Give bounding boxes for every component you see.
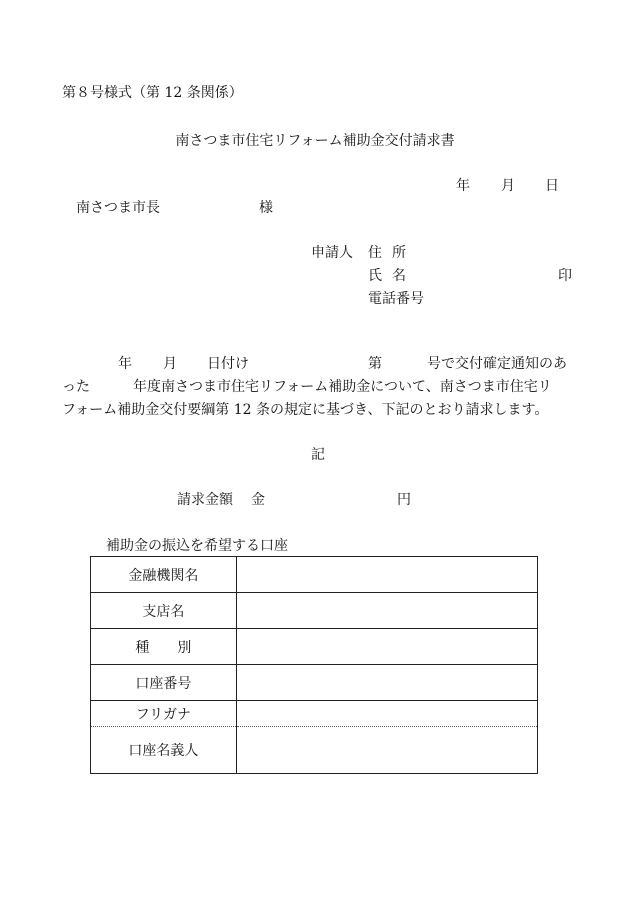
date-month-label: 月: [501, 178, 515, 194]
name-label: 氏名: [368, 268, 416, 284]
form-number: 第８号様式（第 12 条関係）: [62, 85, 243, 101]
furigana-field[interactable]: [236, 701, 537, 727]
table-row: [91, 557, 538, 593]
body-dai: 第: [368, 356, 382, 372]
date-year-label: 年: [456, 178, 470, 194]
address-label: 住所: [368, 245, 416, 261]
account-caption: 補助金の振込を希望する口座: [106, 538, 288, 554]
table-row: [91, 727, 538, 774]
amount-kin: 金: [251, 492, 265, 508]
recipient-name: 南さつま市長: [76, 200, 160, 216]
account-type-field[interactable]: [236, 629, 537, 665]
table-row: [91, 701, 538, 727]
body-line-2-head: った: [62, 379, 90, 395]
body-line-2: [62, 378, 582, 396]
body-line-3: フォーム補助金交付要綱第 12 条の規定に基づき、下記のとおり請求します。: [62, 402, 549, 418]
amount-label: 請求金額: [177, 492, 233, 508]
body-dated: 日付け: [207, 356, 249, 372]
body-line-1-tail: 号で交付確定通知のあ: [427, 356, 567, 372]
bank-name-label: 金融機関名: [91, 557, 237, 593]
body-month: 月: [163, 356, 177, 372]
bank-name-field[interactable]: [236, 557, 537, 593]
table-row: [91, 629, 538, 665]
document-title: 南さつま市住宅リフォーム補助金交付請求書: [175, 133, 455, 149]
body-line-2-tail: 年度南さつま市住宅リフォーム補助金について、南さつま市住宅リ: [133, 379, 552, 395]
amount-yen: 円: [397, 492, 411, 508]
body-line-1: [62, 355, 582, 373]
ki-heading: 記: [311, 447, 325, 463]
furigana-label: フリガナ: [91, 701, 237, 727]
account-number-field[interactable]: [236, 665, 537, 701]
table-row: [91, 665, 538, 701]
account-holder-label: 口座名義人: [91, 727, 237, 774]
date-day-label: 日: [545, 178, 559, 194]
phone-label: 電話番号: [368, 291, 424, 307]
table-row: [91, 593, 538, 629]
bank-account-table: [90, 556, 538, 774]
recipient-honorific: 様: [259, 200, 273, 216]
applicant-label: 申請人: [311, 245, 353, 261]
branch-name-label: 支店名: [91, 593, 237, 629]
account-holder-field[interactable]: [236, 727, 537, 774]
body-year: 年: [118, 356, 132, 372]
branch-name-field[interactable]: [236, 593, 537, 629]
account-number-label: 口座番号: [91, 665, 237, 701]
seal-mark: 印: [558, 268, 572, 284]
account-type-label: 種 別: [91, 629, 237, 665]
